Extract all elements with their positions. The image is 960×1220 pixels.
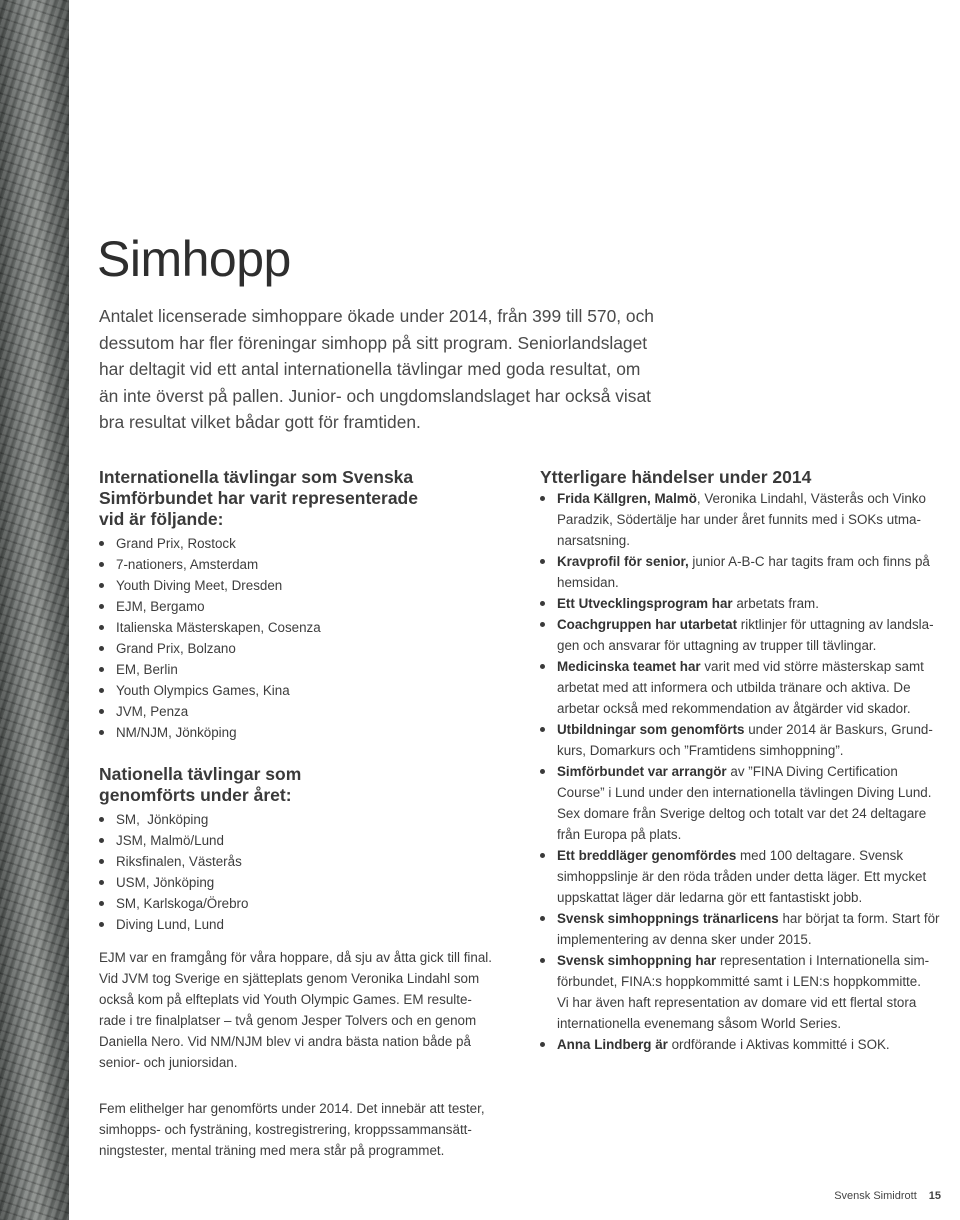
event-text: har börjat ta form. Start för [778,911,940,926]
list-item-text: Youth Diving Meet, Dresden [116,578,283,593]
left-column [99,467,519,1073]
event-text: riktlinjer för uttagning av landsla- [737,617,934,632]
event-text: från Europa på plats. [557,827,682,842]
bullet-icon [99,838,104,843]
bullet-icon [99,901,104,906]
event-emphasis: Ett Utvecklingsprogram har [557,596,733,611]
event-line [557,593,950,614]
event-item [540,761,950,845]
event-line [557,698,950,719]
event-line [557,761,950,782]
event-emphasis: Medicinska teamet har [557,659,701,674]
event-line [557,950,950,971]
event-text: simhoppslinje är den röda tråden under detta läger. Ett mycket [557,869,927,884]
intro-paragraph [99,303,739,436]
list-item [99,872,519,893]
event-emphasis: Utbildningar som genomförts [557,722,745,737]
list-item-text: Grand Prix, Rostock [116,536,236,551]
intro-line: Antalet licenserade simhoppare ökade under 2014, från 399 till 570, och [99,306,654,326]
bullet-icon [540,664,545,669]
list-item [99,596,519,617]
bullet-icon [540,853,545,858]
bullet-icon [540,601,545,606]
event-item [540,908,950,950]
bullet-icon [99,730,104,735]
list-item-text: JVM, Penza [116,704,189,719]
heading-line: genomförts under året: [99,785,292,805]
event-text: Vi har även haft representation av domare vid ett flertal stora [557,995,917,1010]
event-emphasis: Kravprofil för senior, [557,554,689,569]
intro-line: bra resultat vilket bådar gott för framtiden. [99,412,421,432]
event-item [540,488,950,551]
list-item-text: JSM, Malmö/Lund [116,833,224,848]
list-item-text: EM, Berlin [116,662,178,677]
list-item [99,701,519,722]
decorative-photo-strip [0,0,69,1220]
bottom-line: Fem elithelger har genomförts under 2014. Det innebär att tester, [99,1101,485,1116]
event-line [557,971,950,992]
bullet-icon [99,859,104,864]
bullet-icon [540,559,545,564]
results-paragraph [99,947,519,1073]
results-line: rade i tre finalplatser – två genom Jesper Tolvers och en genom [99,1013,477,1028]
bottom-line: ningstester, mental träning med mera står på programmet. [99,1143,445,1158]
list-item [99,809,519,830]
national-heading [99,764,519,806]
event-text: Paradzik, Södertälje har under året funnits med i SOKs utma- [557,512,921,527]
bullet-icon [99,583,104,588]
bullet-icon [99,562,104,567]
event-emphasis: Ett breddläger genomfördes [557,848,737,863]
event-line [557,887,950,908]
international-list [99,533,519,743]
event-item [540,719,950,761]
events-heading: Ytterligare händelser under 2014 [540,467,812,487]
list-item-text: Italienska Mästerskapen, Cosenza [116,620,321,635]
list-item [99,830,519,851]
event-line [557,677,950,698]
list-item [99,638,519,659]
intro-line: har deltagit vid ett antal internationella tävlingar med goda resultat, om [99,359,641,379]
event-line [557,782,950,803]
event-text: förbundet, FINA:s hoppkommitté samt i LEN:s hoppkommitte. [557,974,921,989]
event-emphasis: Coachgruppen har utarbetat [557,617,738,632]
list-item-text: 7-nationers, Amsterdam [116,557,259,572]
event-line [557,824,950,845]
intro-line: än inte överst på pallen. Junior- och ungdomslandslaget har också visat [99,385,651,406]
event-item [540,950,950,1034]
bullet-icon [540,769,545,774]
international-heading [99,467,519,530]
event-line [557,509,950,530]
event-text: arbetats fram. [732,596,819,611]
event-text: kurs, Domarkurs och ”Framtidens simhoppning”. [557,743,844,758]
list-item [99,617,519,638]
event-item [540,656,950,719]
event-line [557,845,950,866]
event-line [557,803,950,824]
event-line [557,656,950,677]
bullet-icon [99,688,104,693]
bullet-icon [540,1042,545,1047]
event-item [540,614,950,656]
event-line [557,635,950,656]
event-text: av ”FINA Diving Certification [726,764,898,779]
event-text: arbetar också med rekommendation av åtgärder vid skador. [557,701,911,716]
event-text: ordförande i Aktivas kommitté i SOK. [667,1037,890,1052]
list-item-text: Grand Prix, Bolzano [116,641,236,656]
heading-line: Internationella tävlingar som Svenska [99,467,414,487]
bullet-icon [99,646,104,651]
heading-line: Simförbundet har varit representerade [99,488,418,508]
event-text: Sex domare från Sverige deltog och totalt var det 24 deltagare [557,806,927,821]
event-text: under 2014 är Baskurs, Grund- [744,722,933,737]
list-item-text: NM/NJM, Jönköping [116,725,237,740]
event-line [557,551,950,572]
event-emphasis: Simförbundet var arrangör [557,764,727,779]
bottom-paragraph [99,1098,579,1161]
list-item-text: SM, Karlskoga/Örebro [116,896,249,911]
results-line: Vid JVM tog Sverige en sjätteplats genom Veronika Lindahl som [99,971,480,986]
intro-line: dessutom har fler föreningar simhopp på sitt program. Seniorlandslaget [99,332,648,353]
event-emphasis: Anna Lindberg är [557,1037,668,1052]
list-item-text: Diving Lund, Lund [116,917,224,932]
national-list [99,809,519,935]
event-line [557,614,950,635]
event-text: junior A-B-C har tagits fram och finns på [688,554,930,569]
event-item [540,593,950,614]
event-line [557,530,950,551]
list-item [99,575,519,596]
list-item-text: USM, Jönköping [116,875,215,890]
bullet-icon [540,496,545,501]
list-item [99,533,519,554]
list-item [99,680,519,701]
event-text: hemsidan. [557,575,619,590]
event-text: arbetat med att informera och utbilda tränare och aktiva. De [557,680,911,695]
event-line [557,929,950,950]
event-text: varit med vid större mästerskap samt [700,659,924,674]
event-text: med 100 deltagare. Svensk [736,848,904,863]
bullet-icon [540,958,545,963]
event-line [557,740,950,761]
list-item-text: Youth Olympics Games, Kina [116,683,290,698]
event-line [557,572,950,593]
list-item [99,659,519,680]
bullet-icon [99,625,104,630]
page-title: Simhopp [97,231,291,287]
list-item [99,554,519,575]
results-line: Daniella Nero. Vid NM/NJM blev vi andra bästa nation både på [99,1034,471,1049]
page-number: 15 [928,1190,941,1202]
list-item [99,722,519,743]
list-item [99,914,519,935]
event-emphasis: Svensk simhoppnings tränarlicens [557,911,779,926]
event-line [557,1013,950,1034]
event-item [540,1034,950,1055]
bullet-icon [540,622,545,627]
bullet-icon [540,916,545,921]
event-line [557,908,950,929]
bullet-icon [99,604,104,609]
list-item [99,893,519,914]
heading-line: Nationella tävlingar som [99,764,302,784]
events-list [540,488,950,1055]
right-column [540,467,950,1055]
results-line: senior- och juniorsidan. [99,1055,238,1070]
bullet-icon [99,817,104,822]
event-text: uppskattat läger där ledarna gör ett fantastiskt jobb. [557,890,863,905]
results-line: också kom på elfteplats vid Youth Olympic Games. EM resulte- [99,992,472,1007]
event-text: implementering av denna sker under 2015. [557,932,812,947]
page-footer [834,1190,941,1202]
heading-line: vid är följande: [99,509,224,529]
event-item [540,551,950,593]
bullet-icon [99,922,104,927]
publication-name: Svensk Simidrott [834,1190,917,1202]
list-item-text: EJM, Bergamo [116,599,205,614]
event-line [557,488,950,509]
event-line [557,866,950,887]
event-line [557,719,950,740]
event-line [557,1034,950,1055]
bullet-icon [99,541,104,546]
event-line [557,992,950,1013]
list-item-text: SM, Jönköping [116,812,209,827]
bullet-icon [99,667,104,672]
event-emphasis: Frida Källgren, Malmö [557,491,697,506]
event-text: gen och ansvarar för uttagning av trupper till tävlingar. [557,638,877,653]
event-text: narsatsning. [557,533,630,548]
event-text: representation i Internationella sim- [716,953,930,968]
bullet-icon [99,880,104,885]
event-text: internationella evenemang såsom World Series. [557,1016,842,1031]
results-line: EJM var en framgång för våra hoppare, då sju av åtta gick till final. [99,950,492,965]
list-item-text: Riksfinalen, Västerås [116,854,242,869]
event-text: , Veronika Lindahl, Västerås och Vinko [696,491,926,506]
event-item [540,845,950,908]
bullet-icon [99,709,104,714]
bottom-line: simhopps- och fysträning, kostregistrering, kroppssammansätt- [99,1122,472,1137]
event-text: Course” i Lund under den internationella tävlingen Diving Lund. [557,785,932,800]
bullet-icon [540,727,545,732]
list-item [99,851,519,872]
event-emphasis: Svensk simhoppning har [557,953,717,968]
